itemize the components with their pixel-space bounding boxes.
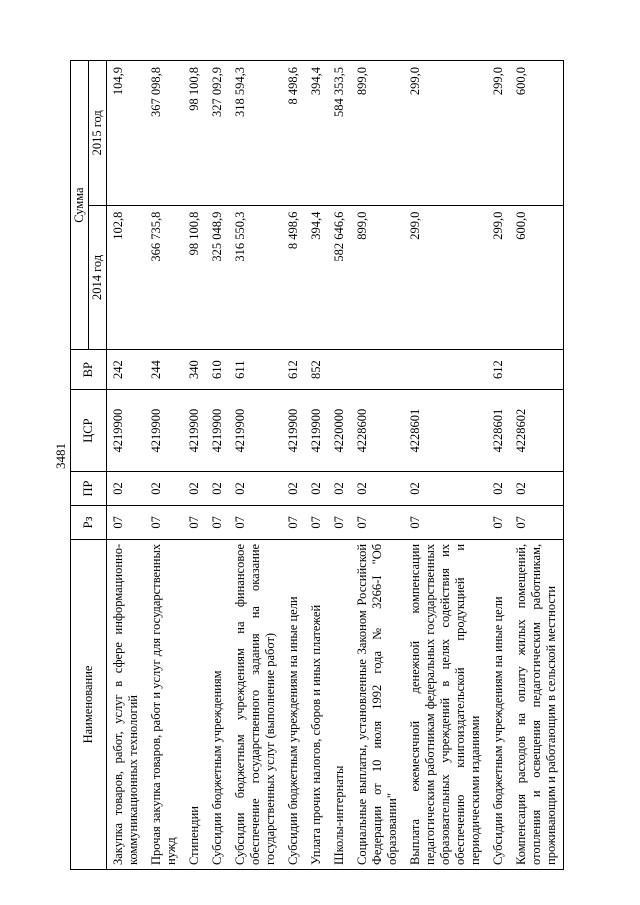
row-vr bbox=[328, 350, 351, 390]
row-sum-2015: 367 098,8 bbox=[145, 61, 183, 206]
row-pr: 02 bbox=[183, 472, 206, 506]
row-pr: 02 bbox=[328, 472, 351, 506]
row-name: Уплата прочих налогов, сборов и иных платежей bbox=[305, 539, 328, 869]
table-body bbox=[107, 61, 564, 870]
row-sum-2015: 98 100,8 bbox=[183, 61, 206, 206]
row-sum-2015: 318 594,3 bbox=[229, 61, 282, 206]
row-csr: 4219900 bbox=[282, 390, 305, 472]
row-csr: 4219900 bbox=[145, 390, 183, 472]
row-pr: 02 bbox=[145, 472, 183, 506]
row-csr: 4228600 bbox=[351, 390, 404, 472]
row-sum-2014: 8 498,6 bbox=[282, 205, 305, 350]
row-csr: 4219900 bbox=[107, 390, 146, 472]
row-name: Стипендии bbox=[183, 539, 206, 869]
header-name: Наименование bbox=[71, 539, 107, 869]
row-rz: 07 bbox=[145, 505, 183, 539]
table-row bbox=[305, 61, 328, 870]
row-pr: 02 bbox=[487, 472, 510, 506]
row-sum-2014: 582 646,6 bbox=[328, 205, 351, 350]
row-sum-2015: 299,0 bbox=[404, 61, 487, 206]
row-vr: 852 bbox=[305, 350, 328, 390]
row-csr: 4220000 bbox=[328, 390, 351, 472]
table-row bbox=[183, 61, 206, 870]
table-row bbox=[328, 61, 351, 870]
row-name: Компенсация расходов на оплату жилых помещений, отопления и освещения педагогическим работникам, проживающим и работающим в сельской местности bbox=[510, 539, 564, 869]
budget-table bbox=[70, 60, 564, 870]
row-rz: 07 bbox=[282, 505, 305, 539]
row-pr: 02 bbox=[107, 472, 146, 506]
row-rz: 07 bbox=[328, 505, 351, 539]
row-csr: 4228601 bbox=[487, 390, 510, 472]
row-pr: 02 bbox=[510, 472, 564, 506]
row-csr: 4219900 bbox=[206, 390, 229, 472]
row-name: Субсидии бюджетным учреждениям bbox=[206, 539, 229, 869]
table-row bbox=[229, 61, 282, 870]
header-pr: ПР bbox=[71, 472, 107, 506]
row-sum-2015: 104,9 bbox=[107, 61, 146, 206]
table-row bbox=[145, 61, 183, 870]
row-csr: 4219900 bbox=[305, 390, 328, 472]
row-csr: 4228602 bbox=[510, 390, 564, 472]
row-csr: 4219900 bbox=[183, 390, 206, 472]
row-vr: 610 bbox=[206, 350, 229, 390]
row-rz: 07 bbox=[487, 505, 510, 539]
row-rz: 07 bbox=[107, 505, 146, 539]
row-sum-2014: 366 735,8 bbox=[145, 205, 183, 350]
row-rz: 07 bbox=[510, 505, 564, 539]
row-rz: 07 bbox=[404, 505, 487, 539]
row-sum-2014: 102,8 bbox=[107, 205, 146, 350]
row-sum-2015: 899,0 bbox=[351, 61, 404, 206]
row-sum-2014: 299,0 bbox=[487, 205, 510, 350]
table-row bbox=[487, 61, 510, 870]
row-rz: 07 bbox=[229, 505, 282, 539]
row-sum-2014: 600,0 bbox=[510, 205, 564, 350]
row-pr: 02 bbox=[206, 472, 229, 506]
row-csr: 4219900 bbox=[229, 390, 282, 472]
row-sum-2015: 394,4 bbox=[305, 61, 328, 206]
row-name: Субсидии бюджетным учреждениям на иные цели bbox=[282, 539, 305, 869]
rotated-table-container bbox=[70, 60, 610, 870]
row-name: Выплата ежемесячной денежной компенсации педагогическим работникам федеральных государственных образовательных учреждений в целях содействия их обеспечению книгоиздательской продукцией и периодическими изданиями bbox=[404, 539, 487, 869]
header-csr: ЦСР bbox=[71, 390, 107, 472]
row-sum-2015: 600,0 bbox=[510, 61, 564, 206]
row-sum-2014: 325 048,9 bbox=[206, 205, 229, 350]
row-sum-2014: 98 100,8 bbox=[183, 205, 206, 350]
table-row bbox=[282, 61, 305, 870]
row-vr: 340 bbox=[183, 350, 206, 390]
row-rz: 07 bbox=[206, 505, 229, 539]
row-name: Школы-интернаты bbox=[328, 539, 351, 869]
row-rz: 07 bbox=[351, 505, 404, 539]
row-vr: 612 bbox=[487, 350, 510, 390]
row-vr bbox=[510, 350, 564, 390]
row-name: Закупка товаров, работ, услуг в сфере информационно-коммуникационных технологий bbox=[107, 539, 146, 869]
table-row bbox=[206, 61, 229, 870]
row-vr: 612 bbox=[282, 350, 305, 390]
row-sum-2014: 394,4 bbox=[305, 205, 328, 350]
row-csr: 4228601 bbox=[404, 390, 487, 472]
row-name: Социальные выплаты, установленные Законом Российской Федерации от 10 июля 1992 года № 3266-I "Об образовании" bbox=[351, 539, 404, 869]
row-vr bbox=[351, 350, 404, 390]
row-vr bbox=[404, 350, 487, 390]
row-sum-2015: 327 092,9 bbox=[206, 61, 229, 206]
row-pr: 02 bbox=[404, 472, 487, 506]
header-vr: ВР bbox=[71, 350, 107, 390]
row-pr: 02 bbox=[229, 472, 282, 506]
row-vr: 242 bbox=[107, 350, 146, 390]
row-vr: 611 bbox=[229, 350, 282, 390]
header-rz: Рз bbox=[71, 505, 107, 539]
table-row bbox=[351, 61, 404, 870]
table-row bbox=[510, 61, 564, 870]
row-rz: 07 bbox=[183, 505, 206, 539]
row-sum-2014: 299,0 bbox=[404, 205, 487, 350]
row-vr: 244 bbox=[145, 350, 183, 390]
table-row bbox=[107, 61, 146, 870]
row-pr: 02 bbox=[282, 472, 305, 506]
row-sum-2015: 299,0 bbox=[487, 61, 510, 206]
row-pr: 02 bbox=[305, 472, 328, 506]
row-sum-2014: 316 550,3 bbox=[229, 205, 282, 350]
header-sum: Сумма bbox=[71, 61, 89, 350]
header-2014: 2014 год bbox=[89, 205, 107, 350]
page-number: 3481 bbox=[53, 443, 68, 469]
row-pr: 02 bbox=[351, 472, 404, 506]
row-name: Субсидии бюджетным учреждениям на финансовое обеспечение государственного задания на оказание государственных услуг (выполнение работ) bbox=[229, 539, 282, 869]
row-name: Субсидии бюджетным учреждениям на иные цели bbox=[487, 539, 510, 869]
row-name: Прочая закупка товаров, работ и услуг для государственных нужд bbox=[145, 539, 183, 869]
header-2015: 2015 год bbox=[89, 61, 107, 206]
row-sum-2014: 899,0 bbox=[351, 205, 404, 350]
row-sum-2015: 584 353,5 bbox=[328, 61, 351, 206]
table-row bbox=[404, 61, 487, 870]
row-rz: 07 bbox=[305, 505, 328, 539]
row-sum-2015: 8 498,6 bbox=[282, 61, 305, 206]
